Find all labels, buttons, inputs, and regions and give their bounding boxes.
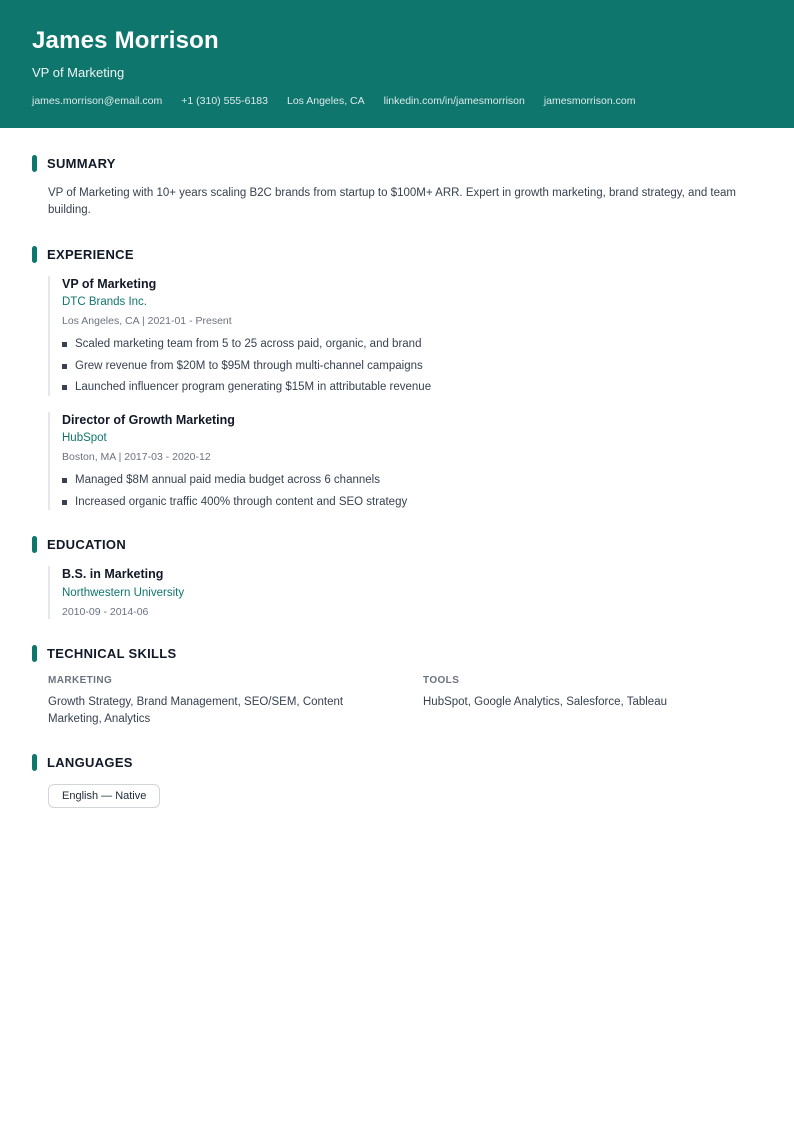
bullet-text: Scaled marketing team from 5 to 25 across paid, organic, and brand	[75, 338, 422, 351]
summary-title: SUMMARY	[47, 156, 116, 171]
experience-company: DTC Brands Inc.	[62, 296, 147, 309]
experience-bullet-list	[62, 473, 762, 510]
section-accent-bar	[32, 155, 37, 172]
bullet-square-icon	[62, 385, 67, 390]
bullet-text: Increased organic traffic 400% through content and SEO strategy	[75, 495, 408, 508]
experience-entry	[48, 412, 762, 511]
section-languages	[32, 754, 762, 808]
skills-title: TECHNICAL SKILLS	[47, 645, 177, 661]
person-name: James Morrison	[32, 27, 219, 54]
section-accent-bar	[32, 536, 37, 553]
bullet-item	[62, 337, 762, 353]
resume-body	[0, 128, 794, 808]
resume-header	[0, 0, 794, 128]
section-experience	[32, 246, 762, 511]
section-accent-bar	[32, 754, 37, 771]
bullet-text: Grew revenue from $20M to $95M through multi-channel campaigns	[75, 359, 423, 372]
skill-group-items: Growth Strategy, Brand Management, SEO/SEM, Content Marketing, Analytics	[48, 695, 344, 726]
contact-location: Los Angeles, CA	[286, 94, 365, 107]
bullet-item	[62, 380, 762, 396]
education-entry	[48, 566, 762, 619]
skill-group-tools	[423, 675, 762, 729]
experience-role: Director of Growth Marketing	[62, 412, 235, 427]
bullet-square-icon	[62, 500, 67, 505]
contact-website[interactable]: jamesmorrison.com	[543, 94, 636, 107]
bullet-square-icon	[62, 364, 67, 369]
section-accent-bar	[32, 246, 37, 263]
education-header	[32, 536, 762, 553]
bullet-item	[62, 359, 762, 375]
contact-phone: +1 (310) 555-6183	[181, 94, 268, 107]
experience-header	[32, 246, 762, 263]
contact-row	[32, 95, 762, 107]
contact-email[interactable]: james.morrison@email.com	[32, 94, 163, 107]
skills-header	[32, 645, 762, 662]
bullet-item	[62, 473, 762, 489]
bullet-text: Launched influencer program generating $15M in attributable revenue	[75, 381, 432, 394]
experience-meta: Los Angeles, CA | 2021-01 - Present	[62, 314, 232, 327]
bullet-item	[62, 495, 762, 511]
section-summary	[32, 155, 762, 220]
bullet-text: Managed $8M annual paid media budget across 6 channels	[75, 474, 380, 487]
section-education	[32, 536, 762, 619]
experience-entry	[48, 276, 762, 396]
section-skills	[32, 645, 762, 729]
language-chip: English — Native	[48, 784, 160, 808]
experience-company: HubSpot	[62, 432, 107, 445]
education-degree: B.S. in Marketing	[62, 567, 164, 582]
skill-group-label: MARKETING	[48, 674, 113, 686]
bullet-square-icon	[62, 478, 67, 483]
experience-role: VP of Marketing	[62, 276, 157, 291]
education-dates: 2010-09 - 2014-06	[62, 605, 149, 618]
person-job-title: VP of Marketing	[32, 64, 125, 80]
summary-header	[32, 155, 762, 172]
languages-header	[32, 754, 762, 771]
contact-linkedin[interactable]: linkedin.com/in/jamesmorrison	[383, 94, 525, 107]
skill-group-items: HubSpot, Google Analytics, Salesforce, Tableau	[423, 695, 667, 708]
skills-grid	[48, 675, 762, 729]
skill-group-label: TOOLS	[423, 674, 460, 686]
education-school: Northwestern University	[62, 587, 185, 600]
summary-text: VP of Marketing with 10+ years scaling B2C brands from startup to $100M+ ARR. Expert in growth marketing, brand strategy, and team building.	[48, 187, 736, 217]
skill-group-marketing	[48, 675, 387, 729]
section-accent-bar	[32, 645, 37, 662]
experience-title: EXPERIENCE	[47, 246, 134, 262]
experience-bullet-list	[62, 337, 762, 396]
experience-meta: Boston, MA | 2017-03 - 2020-12	[62, 451, 211, 463]
bullet-square-icon	[62, 342, 67, 347]
languages-title: LANGUAGES	[47, 755, 133, 771]
education-title: EDUCATION	[47, 537, 127, 553]
